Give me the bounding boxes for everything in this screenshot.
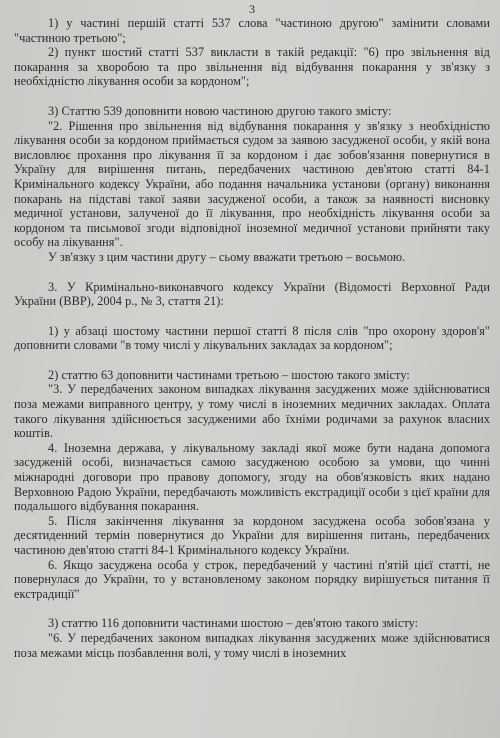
paragraph-5: У зв'язку з цим частини другу – сьому вважати третьою – восьмою. (48, 249, 406, 264)
paragraph-8: 2) статтю 63 доповнити частинами третьою – шостою такого змісту: (48, 367, 410, 382)
paragraph-7: 1) у абзаці шостому частини першої статті 8 після слів "про охорону здоров'я" доповнити словами "в тому числі у лікувальних закладах за кордоном"; (14, 323, 490, 353)
paragraph-14: "6. У передбачених законом випадках лікування засуджених може здійснюватися поза межами місць позбавлення волі, у тому числі в іноземних (14, 630, 490, 660)
paragraph-6: 3. У Кримінально-виконавчого кодексу України (Відомості Верховної Ради України (ВВР), 2004 р., № 3, стаття 21): (14, 279, 490, 309)
paragraph-9: "3. У передбачених законом випадках лікування засуджених може здійснюватися поза межами виправного центру, у тому числі в іноземних медичних закладах. Оплата такого лікування здійснюється засудженими або їхніми родичами за рахунок власних коштів. (14, 382, 490, 441)
paragraph-11: 5. Після закінчення лікування за кордоном засуджена особа зобов'язана у десятиденний термін повернутися до України для вирішення питань, передбачених частиною дев'ятою статті 84-1 Кримінального кодексу України. (14, 513, 490, 557)
paragraph-13: 3) статтю 116 доповнити частинами шостою – дев'ятою такого змісту: (48, 616, 419, 631)
paragraph-10: 4. Іноземна держава, у лікувальному закладі якої може бути надана допомога засудженій особі, визначається самою засудженою особою за умови, що чинні міжнародні договори про правову допомогу, згоду на обов'язковість яких надано Верховною Радою України, передбачають можливість екстрадиції особи з цієї країни для подальшого відбування покарання. (14, 440, 490, 514)
paragraph-4: "2. Рішення про звільнення від відбування покарання у зв'язку з необхідністю лікування особи за кордоном приймається судом за заявою засудженої особи, у якій вона висловлює прохання про лікування її за кордоном і дає зобов'язання повернутися в Україну для вирішення питань, передбачених частиною дев'ятою статті 84-1 Кримінального кодексу України, або подання начальника установи (органу) виконання покарань на підставі такої заяви засудженої особи, а також за наявності висновку медичної установи, залученої до її лікування, про необхідність лікування особи за кордоном та письмової згоди відповідної іноземної медичної установи прийняти таку особу на лікування". (14, 118, 490, 250)
paragraph-12: 6. Якщо засуджена особа у строк, передбачений у частині п'ятій цієї статті, не повернулася до України, то у встановленому законом порядку вирішується питання її екстрадиції" (14, 557, 490, 601)
paragraph-3: 3) Статтю 539 доповнити новою частиною другою такого змісту: (48, 103, 392, 118)
paragraph-1: 1) у частині першій статті 537 слова "частиною другою" замінити словами "частиною третьою"; (14, 16, 490, 45)
page-number: 3 (248, 2, 256, 16)
paragraph-2: 2) пункт шостий статті 537 викласти в такій редакції: "6) про звільнення від покарання за хворобою та про звільнення від відбування покарання у зв'язку з необхідністю лікування особи за кордоном"; (14, 45, 490, 89)
document-body (14, 2, 490, 660)
